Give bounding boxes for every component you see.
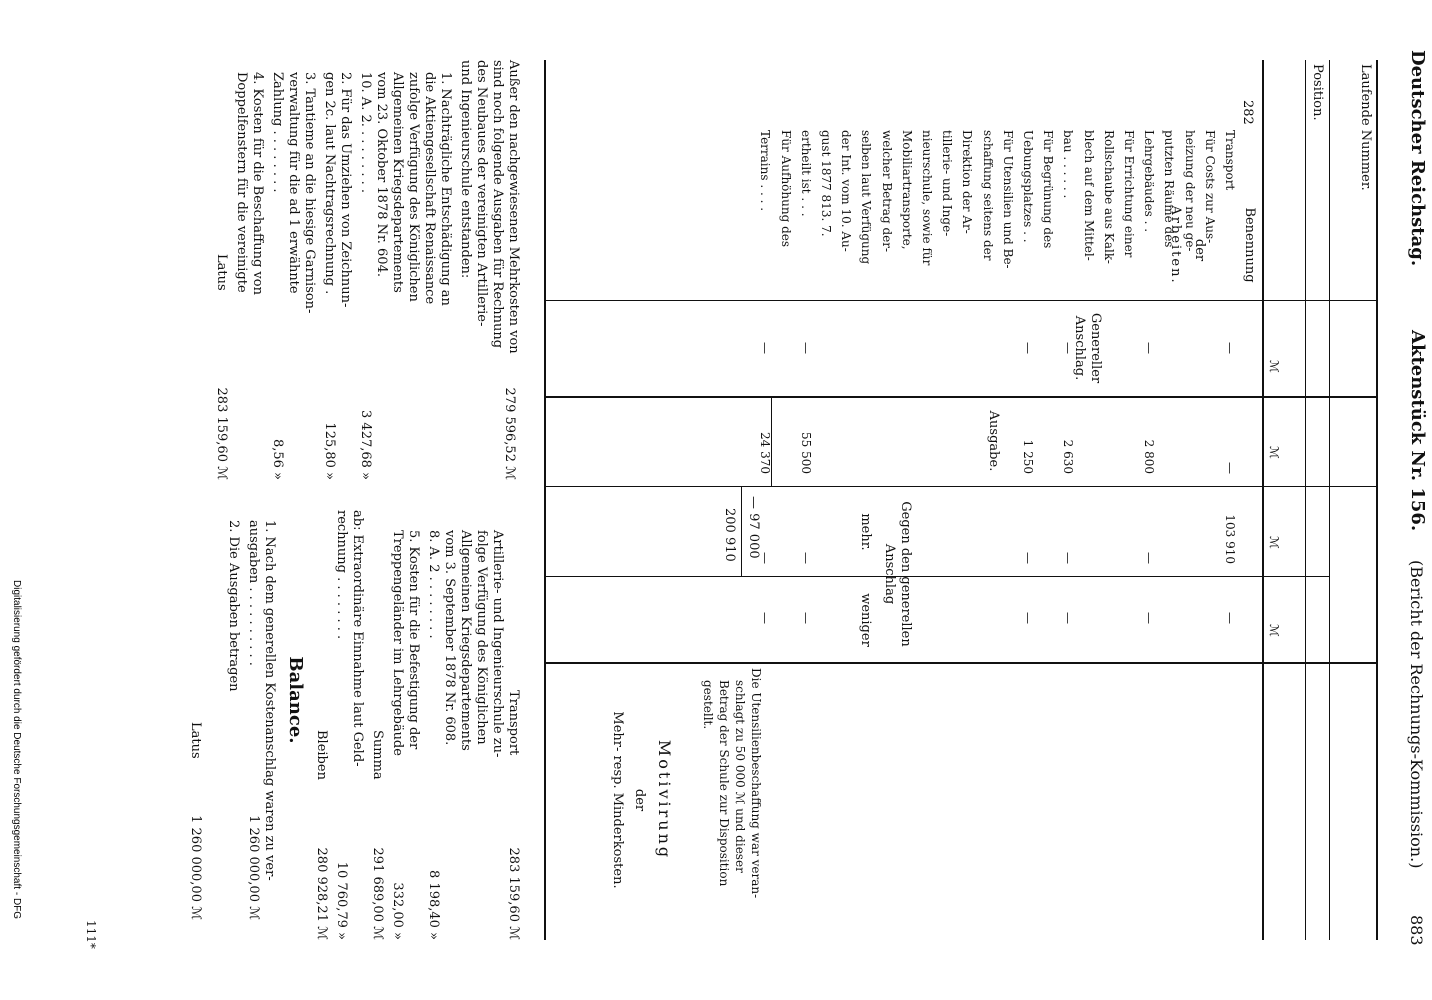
table-row-text: bau . . . . . . <box>1061 130 1076 199</box>
transport-amount: 283 159,60 ℳ <box>506 847 521 940</box>
cont-line: Artillerie- und Ingenieurschule zu- <box>490 530 505 758</box>
col-divider-benennung <box>546 300 1378 301</box>
dfg-side-note <box>11 580 22 919</box>
motiv-note-1: Die Utensilienbeschaffung war veran- <box>749 668 763 899</box>
latus-amount-right: 1 260 000,00 ℳ <box>188 815 203 920</box>
lower-left-item-line: vom 23. Oktober 1878 Nr. 604. <box>374 72 389 277</box>
table-row-text: putzten Räume des <box>1162 130 1177 248</box>
lower-left-item-line: verwaltung für die ad 1 erwähnte <box>286 72 301 294</box>
intro-line: Außer den nachgewiesenen Mehrkosten von <box>506 60 521 354</box>
balance-title: Balance. <box>285 656 306 744</box>
table-row-text: Terrains . . . . <box>758 130 773 212</box>
table-row-genereller: — <box>758 342 773 354</box>
lower-left-item-line: 4. Kosten für die Beschaffung von <box>250 72 265 295</box>
bleiben-amount: 280 928,21 ℳ <box>314 847 329 940</box>
table-row-text: gust 1877 813. 7. <box>819 130 833 237</box>
cont-line: Allgemeinen Kriegsdepartements <box>458 530 473 751</box>
col-header-weniger: weniger <box>858 593 873 647</box>
table-row-text: heizung der neu ge- <box>1182 130 1197 252</box>
table-row-mehr: — <box>758 552 773 564</box>
table-row-weniger: — <box>798 612 813 624</box>
table-row-text: welcher Betrag der- <box>879 130 894 253</box>
transport-label: Transport <box>506 690 521 756</box>
cont-line: folge Verfügung des Königlichen <box>474 530 489 745</box>
footer-mark: 111* <box>84 920 98 949</box>
page-number: 883 <box>1407 915 1426 946</box>
col-header-ausgabe: Ausgabe. <box>986 410 1001 472</box>
dfg-note-text: Digitalisierung gefördert durch die Deutsche Forschungsgemeinschaft - DFG <box>11 580 22 920</box>
table-row-text: Für Costs zur Aus- <box>1202 130 1217 244</box>
table-row-text: blech auf dem Mittel- <box>1081 130 1096 261</box>
bleiben-label: Bleiben <box>314 730 329 780</box>
table-row-genereller: — <box>798 342 813 354</box>
table-row-weniger: — <box>1061 612 1076 624</box>
table-row-ausgabe: 2 630 <box>1061 439 1076 474</box>
cont-amount: 8 198,40 » <box>426 870 441 940</box>
table-row-text: Für Aufhöhung des <box>778 130 793 248</box>
item5-amount: 332,00 » <box>390 882 405 940</box>
intro-line: und Ingenieurschule entstanden: <box>458 60 473 279</box>
table-row-text: Lehrgebäudes . . <box>1142 130 1157 233</box>
summa-label: Summa <box>370 730 385 780</box>
table-row-text: schaffung seitens der <box>980 130 995 261</box>
table-row-ausgabe: 2 800 <box>1142 439 1157 474</box>
intro-line: sind noch folgende Ausgaben für Rechnung <box>490 60 505 349</box>
col-header-genereller: Genereller <box>1088 312 1103 384</box>
latus-amount-left: 283 159,60 ℳ <box>214 387 229 480</box>
unit-mehr: ℳ <box>1267 536 1281 549</box>
intro-amount: 279 596,52 ℳ <box>502 387 517 480</box>
table-row-text: Rollschaube aus Kalk- <box>1101 130 1116 264</box>
col-header-gegen: Gegen den generellen <box>898 501 913 647</box>
table-row-text: Transport <box>1223 130 1237 191</box>
table-row-mehr: — <box>1142 552 1157 564</box>
table-row-text: der Int. vom 10. Au- <box>839 130 854 252</box>
balance-item-line: 2. Die Ausgaben betragen <box>226 520 241 692</box>
lower-left-item-line: 3. Tantieme an die hiesige Garnison- <box>302 72 317 314</box>
table-row-text: Mobiliartransporte, <box>899 130 914 250</box>
table-row-text: ertheilt ist . . . <box>798 130 813 217</box>
lower-left-item-line: 2. Für das Umziehen von Zeichnun- <box>338 72 353 308</box>
lower-left-item-amount: 8,56 » <box>270 438 285 480</box>
col-header-laufende: Laufende Nummer. <box>1358 64 1373 191</box>
col-header-benennung: Benennung <box>1242 207 1257 283</box>
unit-genereller: ℳ <box>1267 360 1281 373</box>
lower-left-item-line: gen 2c. laut Nachtragsrechnung . <box>322 72 337 295</box>
balance-item-amount: 1 260 000,00 ℳ <box>246 815 261 920</box>
table-row-text: Für Begrünung des <box>1041 130 1056 249</box>
ab-line: ab: Extraordinäre Einnahme laut Geld- <box>350 510 365 767</box>
table-row-mehr: — <box>1061 552 1076 564</box>
table-top-rule <box>1376 60 1378 940</box>
table-row-ausgabe: 24 370 <box>758 432 773 474</box>
summa-amount: 291 689,00 ℳ <box>370 847 385 940</box>
table-row-genereller: — <box>1061 342 1076 354</box>
subtotal-rule-2 <box>741 486 742 576</box>
sub-minus: — 97 000 <box>746 496 761 559</box>
lower-left-item-line: 10. A. 2. . . . . . . . . <box>358 72 373 193</box>
lower-left-item-amount: 3 427,68 » <box>358 410 373 480</box>
table-row-text: nieurschule, sowie für <box>920 130 934 266</box>
col-header-anschlag-2: Anschlag <box>882 543 897 605</box>
col-header-anschlag: Anschlag. <box>1072 315 1087 381</box>
lower-left-item-line: Doppelfenstern für die vereinigte <box>234 72 249 293</box>
table-row-ausgabe: 1 250 <box>1021 439 1035 474</box>
unit-ausgabe: ℳ <box>1267 446 1281 459</box>
latus-label-left: Latus <box>214 254 229 291</box>
lower-left-item-amount: 125,80 » <box>322 422 337 480</box>
col-divider-genereller <box>546 396 1378 398</box>
table-row-text: tillerie- und Inge- <box>940 130 955 237</box>
header-rule-1 <box>1329 60 1330 940</box>
table-row-genereller: — <box>1021 342 1035 354</box>
lower-left-item-line: Zahlung . . . . . . . . <box>270 72 285 193</box>
sub-total: 200 910 <box>722 508 737 562</box>
col-divider-mehr <box>546 576 1330 577</box>
table-row-text: selben laut Verfügung <box>859 130 874 265</box>
table-row-mehr: 103 910 <box>1223 514 1237 564</box>
table-row-weniger: — <box>758 612 773 624</box>
header-rule-2 <box>1305 60 1306 940</box>
aktenstueck-title: Aktenstück Nr. 156. <box>1407 330 1428 532</box>
table-row-weniger: — <box>1142 612 1157 624</box>
ab-amount: 10 760,79 » <box>334 861 349 940</box>
cont-line: 8. A. 2 . . . . . . . . <box>426 530 441 639</box>
motiv-note-2: schlagt zu 50 000 ℳ und dieser <box>733 680 747 873</box>
col-header-motivirung: Motivirung <box>655 739 674 861</box>
unit-weniger: ℳ <box>1267 624 1281 637</box>
col-header-motivirung-der: der <box>632 788 647 812</box>
col-divider-weniger <box>546 662 1378 664</box>
table-row-weniger: — <box>1223 612 1237 624</box>
lower-left-item-line: Allgemeinen Kriegsdepartements <box>390 72 405 293</box>
table-row-weniger: — <box>1021 612 1035 624</box>
table-row-text: Uebungsplatzes . . <box>1021 130 1035 243</box>
intro-line: des Neubaues der vereinigten Artillerie- <box>474 60 489 327</box>
row-number: 282 <box>1240 100 1255 125</box>
table-row-mehr: — <box>798 552 813 564</box>
col-header-position: Position. <box>1310 64 1325 121</box>
lower-left-item-line: die Aktiengesellschaft Renaissance <box>422 72 437 305</box>
table-row-genereller: — <box>1223 342 1237 354</box>
table-row-genereller: — <box>1142 342 1157 354</box>
latus-label-right: Latus <box>188 722 203 759</box>
lower-left-item-line: zufolge Verfügung des Königlichen <box>406 72 421 302</box>
header-bottom-rule <box>1262 60 1264 940</box>
subtotal-rule <box>771 396 772 486</box>
table-row-text: Für Errichtung einer <box>1122 130 1136 258</box>
table-bottom-rule <box>544 60 546 940</box>
lower-left-item-line: 1. Nachträgliche Entschädigung an <box>438 72 453 306</box>
ab-line: rechnung . . . . . . . . <box>334 510 349 640</box>
col-header-benennung-der: der <box>1192 238 1207 262</box>
commission-note: (Bericht der Rechnungs-Kommission.) <box>1407 560 1426 869</box>
col-divider-ausgabe <box>546 486 1378 487</box>
table-row-ausgabe: — <box>1223 462 1237 474</box>
cont-line: vom 3. September 1878 Nr. 608. <box>442 530 457 746</box>
balance-item-line: ausgaben . . . . . . . . . . <box>246 520 261 666</box>
col-header-mehr: mehr. <box>858 513 873 551</box>
table-row-mehr: — <box>1021 552 1035 564</box>
balance-item-line: 1. Nach dem generellen Kostenanschlag waren zu ver- <box>262 520 277 881</box>
reichstag-title: Deutscher Reichstag. <box>1407 50 1428 267</box>
col-header-mehrkosten: Mehr- resp. Minderkosten. <box>610 711 625 889</box>
table-row-text: Für Utensilien und Be- <box>1000 130 1015 269</box>
item5-line: Treppengeländer im Lehrgebäude <box>390 530 405 756</box>
col-header-arbeiten: Arbeiten. <box>1168 205 1183 285</box>
table-row-text: Direktion der Ar- <box>960 130 975 234</box>
table-row-ausgabe: 55 500 <box>798 432 813 474</box>
motiv-note-4: gestellt. <box>701 680 715 730</box>
motiv-note-3: Betrag der Schule zur Disposition <box>717 680 731 887</box>
item5-line: 5. Kosten für die Befestigung der <box>406 530 421 750</box>
